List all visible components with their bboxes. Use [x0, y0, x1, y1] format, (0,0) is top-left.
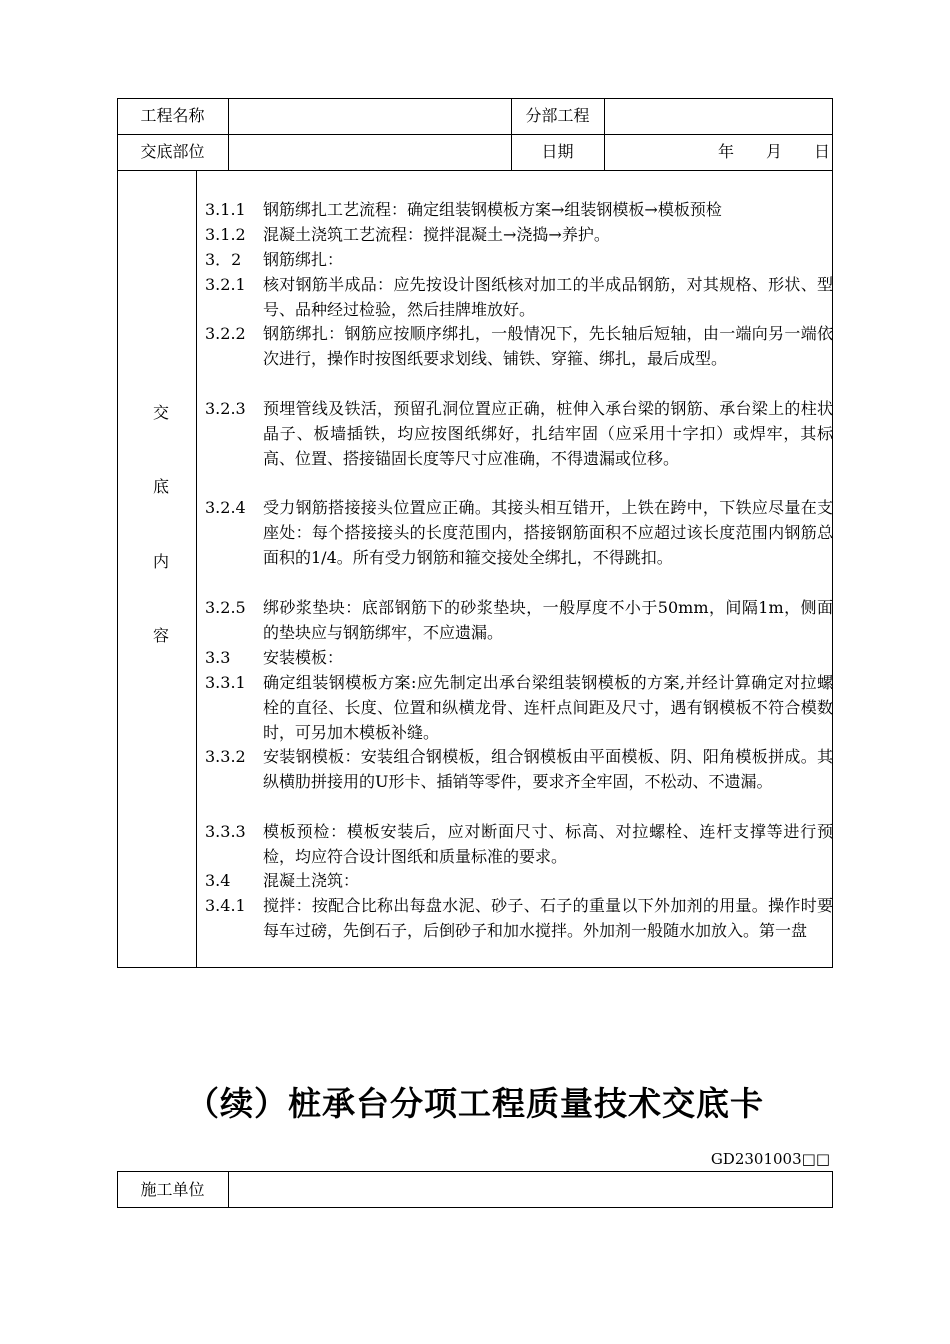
item-text: 预埋管线及铁活，预留孔洞位置应正确，桩伸入承台梁的钢筋、承台梁上的柱状晶子、板墙插铁，均应按图纸绑好，扎结牢固（应采用十字扣）或焊牢，其标高、位置、搭接锚固长度等尺寸应准确，不得遗漏或位移。 [263, 399, 833, 468]
content-item [205, 819, 833, 869]
content-item [205, 396, 833, 471]
document-title: （续）桩承台分项工程质量技术交底卡 [186, 1084, 764, 1123]
item-text: 混凝土浇筑： [263, 871, 360, 890]
content-item [205, 272, 833, 322]
item-text: 模板预检：模板安装后，应对断面尺寸、标高、对拉螺栓、连杆支撑等进行预检，均应符合设计图纸和质量标准的要求。 [263, 822, 833, 866]
date-value: 年 月 日 [717, 142, 830, 161]
handover-part-field[interactable] [229, 135, 511, 170]
date-label: 日期 [541, 142, 574, 161]
content-item [205, 247, 833, 272]
item-text: 安装钢模板：安装组合钢模板，组合钢模板由平面模板、阴、阳角模板拼成。其纵横肋拼接用的U形卡、插销等零件，要求齐全牢固，不松动、不遗漏。 [263, 747, 833, 791]
content-item [205, 321, 833, 371]
item-text: 安装模板： [263, 648, 344, 667]
content-item [205, 868, 833, 893]
content-item [205, 595, 833, 645]
item-number: 3.2.1 [205, 275, 246, 294]
content-item [205, 222, 833, 247]
content-item [205, 495, 833, 570]
item-number: 3.3.2 [205, 747, 246, 766]
content-item [205, 893, 833, 943]
sub-project-field[interactable] [605, 99, 832, 134]
item-number: 3.2.4 [205, 498, 246, 517]
content-item [205, 744, 833, 794]
item-text: 搅拌：按配合比称出每盘水泥、砂子、石子的重量以下外加剂的用量。操作时要每车过磅，先倒石子，后倒砂子和加水搅拌。外加剂一般随水加放入。第一盘 [263, 896, 833, 940]
item-text: 混凝土浇筑工艺流程：搅拌混凝土→浇捣→养护。 [263, 225, 610, 244]
construction-unit-label: 施工单位 [140, 1180, 205, 1199]
item-text: 绑砂浆垫块：底部钢筋下的砂浆垫块，一般厚度不小于50mm，间隔1m，侧面的垫块应与钢筋绑牢，不应遗漏。 [263, 598, 833, 642]
content-item [205, 670, 833, 745]
item-number: 3.1.2 [205, 225, 246, 244]
item-number: 3.3.1 [205, 673, 246, 692]
item-number: 3.2.3 [205, 399, 246, 418]
project-name-field[interactable] [229, 99, 511, 134]
item-text: 受力钢筋搭接接头位置应正确。其接头相互错开，上铁在跨中，下铁应尽量在支座处：每个搭接接头的长度范围内，搭接钢筋面积不应超过该长度范围内钢筋总面积的1/4。所有受力钢筋和箍交接处全绑扎，不得跳扣。 [263, 498, 833, 567]
document-code: GD2301003□□ [710, 1150, 830, 1168]
sub-project-label: 分部工程 [525, 106, 590, 125]
item-number: 3.4 [205, 871, 231, 890]
side-label-char: 底 [152, 477, 169, 496]
item-number: 3．2 [205, 250, 242, 269]
item-text: 确定组装钢模板方案:应先制定出承台梁组装钢模板的方案,并经计算确定对拉螺栓的直径、长度、位置和纵横龙骨、连杆点间距及尺寸，遇有钢模板不符合模数时，可另加木模板补缝。 [263, 673, 833, 742]
item-number: 3.3 [205, 648, 231, 667]
item-number: 3.4.1 [205, 896, 246, 915]
item-text: 钢筋绑扎工艺流程：确定组装钢模板方案→组装钢模板→模板预检 [263, 200, 722, 219]
item-text: 钢筋绑扎：钢筋应按顺序绑扎，一般情况下，先长轴后短轴，由一端向另一端依次进行，操作时按图纸要求划线、铺铁、穿箍、绑扎，最后成型。 [263, 324, 833, 368]
construction-unit-field[interactable] [229, 1172, 832, 1207]
item-text: 钢筋绑扎： [263, 250, 344, 269]
item-number: 3.2.2 [205, 324, 246, 343]
item-number: 3.3.3 [205, 822, 246, 841]
item-text: 核对钢筋半成品：应先按设计图纸核对加工的半成品钢筋，对其规格、形状、型号、品种经过检验，然后挂牌堆放好。 [263, 275, 833, 319]
side-label-char: 内 [152, 552, 169, 571]
content-item [205, 645, 833, 670]
item-number: 3.2.5 [205, 598, 246, 617]
item-number: 3.1.1 [205, 200, 246, 219]
content-item [205, 197, 833, 222]
handover-part-label: 交底部位 [140, 142, 205, 161]
project-name-label: 工程名称 [140, 106, 205, 125]
side-label-char: 容 [152, 626, 169, 645]
side-label-char: 交 [152, 403, 169, 422]
